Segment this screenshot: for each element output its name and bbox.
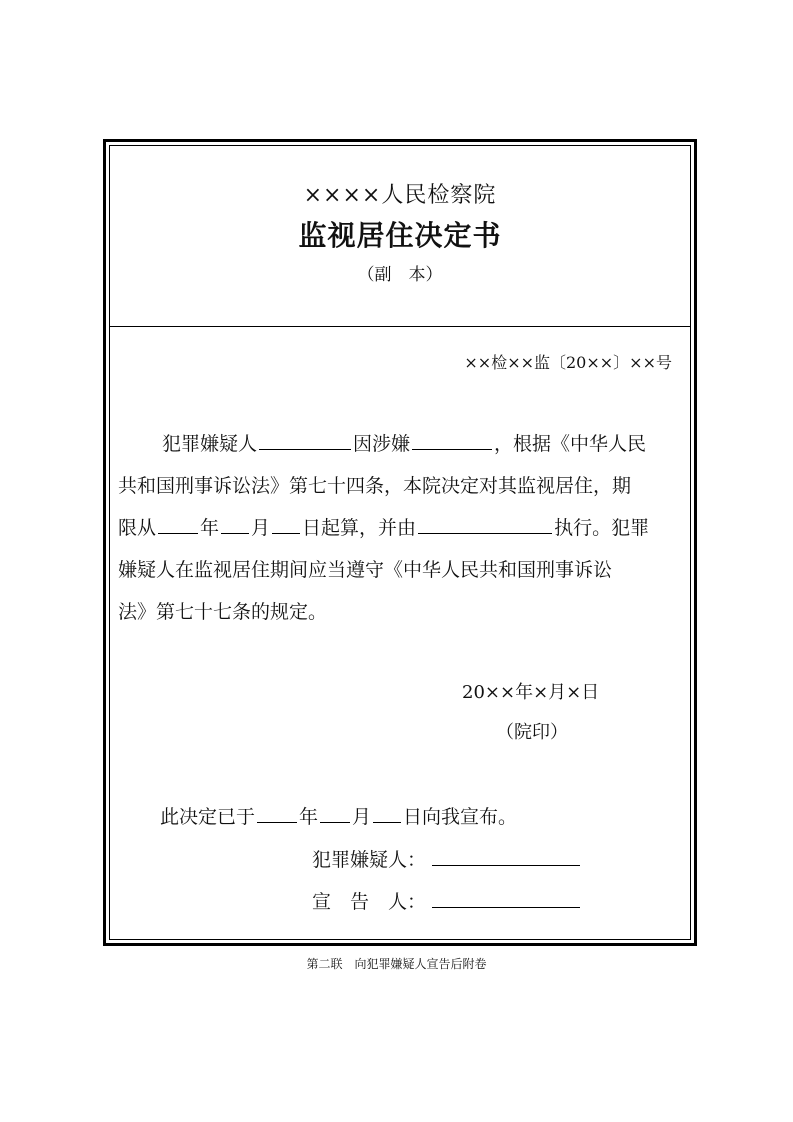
body-line-3 <box>118 513 649 540</box>
announcer-signature-line <box>432 886 580 908</box>
issue-date: 20××年×月×日 <box>462 682 600 703</box>
body-line-5: 法》第七十七条的规定。 <box>118 601 328 623</box>
court-seal-label: （院印） <box>496 722 568 743</box>
body-text: 日起算，并由 <box>302 517 417 539</box>
announcement-line <box>160 802 517 829</box>
document-number: ××检××监〔20××〕××号 <box>464 353 672 372</box>
procuratorate-name: ××××人民检察院 <box>303 183 497 208</box>
ack-text: 日向我宣布。 <box>403 806 518 828</box>
document-frame <box>103 139 697 946</box>
copy-footer-note: 第二联 向犯罪嫌疑人宣告后附卷 <box>306 957 487 971</box>
announce-day-blank <box>373 802 401 823</box>
start-month-blank <box>221 513 249 534</box>
body-line-1 <box>162 429 646 456</box>
ack-text: 此决定已于 <box>160 806 256 828</box>
document-inner-border <box>109 145 691 940</box>
suspect-signature-label: 犯罪嫌疑人： <box>312 848 427 871</box>
body-text: 月 <box>251 517 271 539</box>
suspect-signature-row <box>312 844 580 872</box>
announce-month-blank <box>320 802 350 823</box>
suspect-signature-line <box>432 844 580 866</box>
body-line-2: 共和国刑事诉讼法》第七十四条，本院决定对其监视居住，期 <box>118 475 632 497</box>
body-text: 执行。犯罪 <box>554 517 650 539</box>
copy-label: （副 本） <box>357 265 443 285</box>
start-year-blank <box>158 513 198 534</box>
executor-blank <box>418 513 552 534</box>
announcer-signature-row <box>312 886 580 914</box>
announce-year-blank <box>257 802 297 823</box>
ack-text: 月 <box>352 806 372 828</box>
charge-blank <box>412 429 492 450</box>
body-line-4: 嫌疑人在监视居住期间应当遵守《中华人民共和国刑事诉讼 <box>118 559 613 581</box>
header-divider <box>110 326 690 327</box>
ack-text: 年 <box>299 806 319 828</box>
body-text: 年 <box>200 517 220 539</box>
announcer-signature-label: 宣 告 人： <box>312 890 427 913</box>
document-title: 监视居住决定书 <box>298 219 502 252</box>
body-text: 因涉嫌 <box>353 433 411 455</box>
body-text: ，根据《中华人民 <box>494 433 647 455</box>
suspect-name-blank <box>259 429 351 450</box>
start-day-blank <box>272 513 300 534</box>
body-text: 限从 <box>118 517 157 539</box>
body-text: 犯罪嫌疑人 <box>162 433 258 455</box>
